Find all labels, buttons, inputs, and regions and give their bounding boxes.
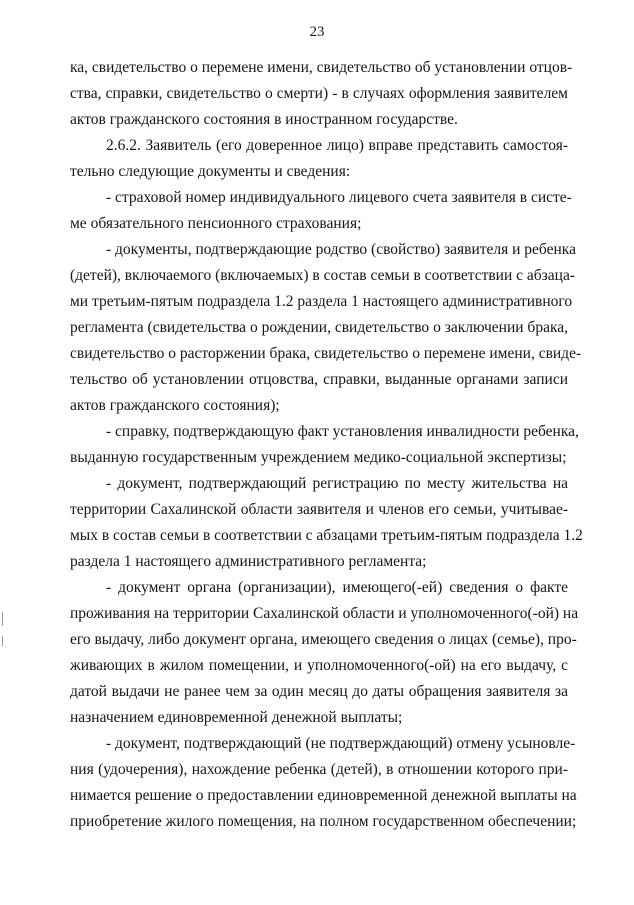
text-line: территории Сахалинской области заявителя и членов его семьи, учитывае-	[70, 501, 568, 518]
text-line: (детей), включаемого (включаемых) в состав семьи в соответствии с абзаца-	[70, 267, 575, 284]
text-line: ства, справки, свидетельство о смерти) - в случаях оформления заявителем	[70, 85, 568, 102]
text-line: его выдачу, либо документ органа, имеющего сведения о лицах (семье), про-	[70, 631, 577, 648]
text-line: живающих в жилом помещении, и уполномоченного(-ой) на его выдачу, с	[70, 657, 568, 674]
text-line: ме обязательного пенсионного страхования;	[70, 215, 362, 232]
text-line: тельно следующие документы и сведения:	[70, 163, 351, 180]
scan-edge-mark	[2, 612, 3, 626]
text-line: датой выдачи не ранее чем за один месяц до даты обращения заявителя за	[70, 683, 568, 700]
list-item-first-line: - документ, подтверждающий регистрацию по месту жительства на	[106, 475, 568, 492]
list-item-first-line: - страховой номер индивидуального лицевого счета заявителя в систе-	[106, 189, 572, 206]
text-line: регламента (свидетельства о рождении, свидетельство о заключении брака,	[70, 319, 568, 336]
list-item-first-line: - документ органа (организации), имеющего(-ей) сведения о факте	[106, 579, 568, 596]
list-item-first-line: - документ, подтверждающий (не подтверждающий) отмену усыновле-	[106, 735, 576, 752]
scan-edge-mark	[2, 636, 3, 646]
text-line: актов гражданского состояния);	[70, 397, 280, 414]
text-line: ми третьим-пятым подраздела 1.2 раздела 1 настоящего административного	[70, 293, 573, 310]
page-number: 23	[309, 24, 325, 40]
text-line: тельство об установлении отцовства, справки, выданные органами записи	[70, 371, 568, 388]
text-line: ка, свидетельство о перемене имени, свидетельство об установлении отцов-	[70, 59, 573, 76]
text-line: нимается решение о предоставлении единовременной денежной выплаты на	[70, 787, 577, 804]
text-line: раздела 1 настоящего административного регламента;	[70, 553, 427, 570]
list-item-first-line: - документы, подтверждающие родство (свойство) заявителя и ребенка	[106, 241, 576, 258]
list-item-first-line: - справку, подтверждающую факт установления инвалидности ребенка,	[106, 423, 579, 440]
text-line: назначением единовременной денежной выплаты;	[70, 709, 403, 726]
text-line: свидетельство о расторжении брака, свидетельство о перемене имени, свиде-	[70, 345, 582, 362]
text-line: мых в состав семьи в соответствии с абзацами третьим-пятым подраздела 1.2	[70, 527, 583, 544]
text-line: проживания на территории Сахалинской области и уполномоченного(-ой) на	[70, 605, 579, 622]
text-line: приобретение жилого помещения, на полном государственном обеспечении;	[70, 813, 577, 830]
text-line: выданную государственным учреждением медико-социальной экспертизы;	[70, 449, 567, 466]
text-line: актов гражданского состояния в иностранном государстве.	[70, 111, 458, 128]
paragraph-first-line: 2.6.2. Заявитель (его доверенное лицо) вправе представить самостоя-	[106, 137, 568, 154]
text-line: ния (удочерения), нахождение ребенка (детей), в отношении которого при-	[70, 761, 568, 778]
